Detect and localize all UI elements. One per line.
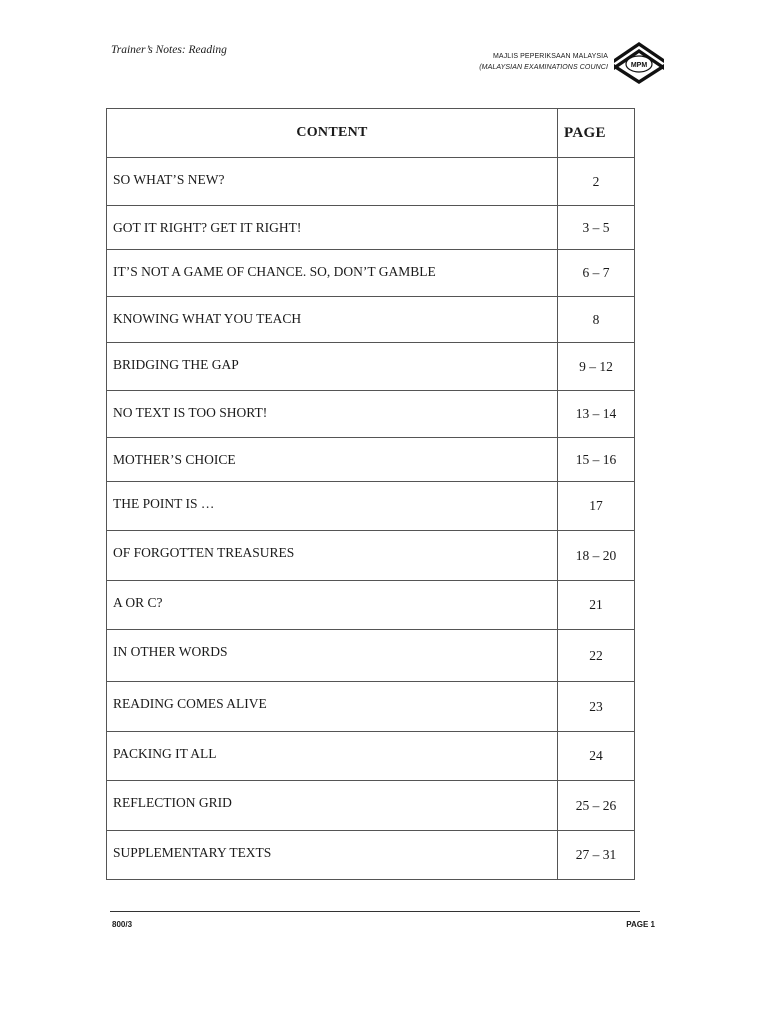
toc-row [107,531,635,581]
toc-row [107,158,635,206]
document-title: Trainer’s Notes: Reading [111,44,227,56]
page-number: PAGE 1 [626,920,655,929]
toc-entry-page: 18 – 20 [558,531,635,581]
toc-entry-page: 9 – 12 [558,343,635,391]
toc-entry-title: BRIDGING THE GAP [107,343,558,391]
toc-entry-page: 27 – 31 [558,831,635,880]
toc-row [107,343,635,391]
toc-entry-page: 2 [558,158,635,206]
toc-row [107,438,635,482]
toc-entry-title: KNOWING WHAT YOU TEACH [107,297,558,343]
toc-entry-title: PACKING IT ALL [107,732,558,781]
toc-entry-page: 6 – 7 [558,250,635,297]
table-of-contents [106,108,635,880]
paper-code: 800/3 [112,920,133,929]
toc-row [107,206,635,250]
toc-entry-page: 23 [558,682,635,732]
toc-entry-title: READING COMES ALIVE [107,682,558,732]
toc-entry-title: MOTHER’S CHOICE [107,438,558,482]
toc-entry-page: 17 [558,482,635,531]
toc-entry-title: SO WHAT’S NEW? [107,158,558,206]
toc-entry-title: A OR C? [107,581,558,630]
toc-body [107,158,635,880]
toc-row [107,581,635,630]
toc-entry-title: THE POINT IS … [107,482,558,531]
toc-entry-page: 3 – 5 [558,206,635,250]
page-column-header: PAGE [558,109,635,158]
toc-entry-page: 25 – 26 [558,781,635,831]
toc-row [107,250,635,297]
toc-row [107,297,635,343]
organization-name-english: (MALAYSIAN EXAMINATIONS COUNCI [479,64,608,71]
toc-entry-title: GOT IT RIGHT? GET IT RIGHT! [107,206,558,250]
organization-name-malay: MAJLIS PEPERIKSAAN MALAYSIA [493,53,608,60]
toc-entry-page: 22 [558,630,635,682]
toc-entry-title: SUPPLEMENTARY TEXTS [107,831,558,880]
content-column-header: CONTENT [107,109,558,158]
toc-entry-page: 13 – 14 [558,391,635,438]
toc-row [107,630,635,682]
toc-row [107,732,635,781]
toc-entry-page: 8 [558,297,635,343]
toc-row [107,781,635,831]
mpm-logo [614,42,664,88]
toc-row [107,682,635,732]
toc-entry-title: NO TEXT IS TOO SHORT! [107,391,558,438]
toc-entry-title: IN OTHER WORDS [107,630,558,682]
toc-entry-title: REFLECTION GRID [107,781,558,831]
organization-name [460,51,608,73]
toc-header-row [107,109,635,158]
footer-divider [110,911,640,912]
toc-entry-title: OF FORGOTTEN TREASURES [107,531,558,581]
toc-entry-page: 24 [558,732,635,781]
toc-row [107,391,635,438]
toc-row [107,482,635,531]
toc-entry-page: 15 – 16 [558,438,635,482]
toc-entry-page: 21 [558,581,635,630]
toc-entry-title: IT’S NOT A GAME OF CHANCE. SO, DON’T GAMBLE [107,250,558,297]
logo-text: MPM [630,62,648,69]
toc-row [107,831,635,880]
